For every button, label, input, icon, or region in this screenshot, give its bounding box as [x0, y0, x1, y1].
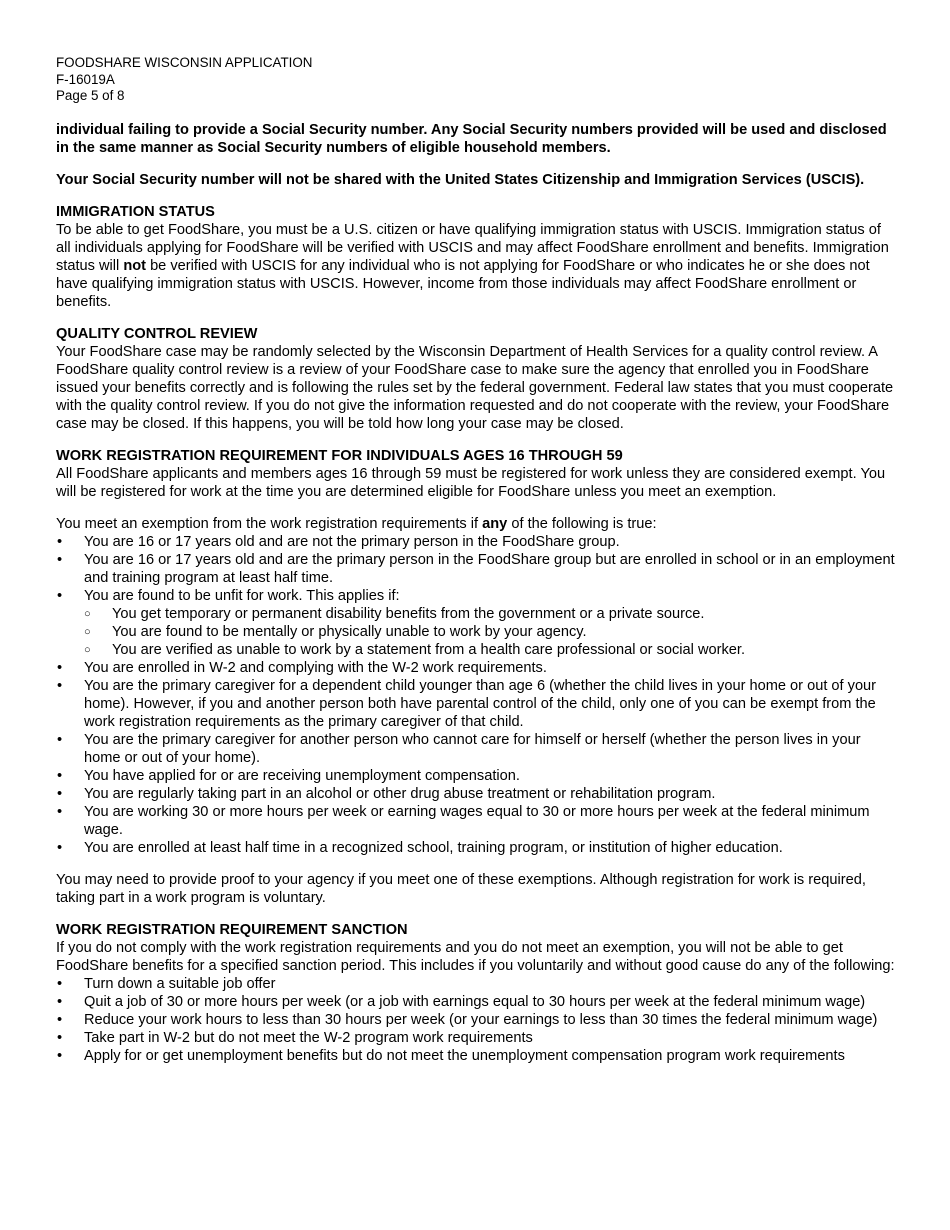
- list-item: • You are 16 or 17 years old and are not the primary person in the FoodShare group.: [56, 533, 896, 551]
- list-item: • Take part in W-2 but do not meet the W-2 program work requirements: [56, 1029, 896, 1047]
- list-item: • You are 16 or 17 years old and are the primary person in the FoodShare group but are enrolled in school or in an employment and training program at least half time.: [56, 551, 896, 587]
- document-body: [56, 121, 896, 1065]
- list-item: • Reduce your work hours to less than 30 hours per week (or your earnings to less than 30 times the federal minimum wage): [56, 1011, 896, 1029]
- quality-control-paragraph: Your FoodShare case may be randomly selected by the Wisconsin Department of Health Services for a quality control review. A FoodShare quality control review is a review of your FoodShare case to make sure the agency that enrolled you in FoodShare issued your benefits correctly and is following the rules set by the federal government. Federal law states that you must cooperate with the quality control review. If you do not give the information requested and do not cooperate with the review, your FoodShare case may be closed. If this happens, you will be told how long your case may be closed.: [56, 344, 894, 432]
- sub-list-item: ○ You are found to be mentally or physically unable to work by your agency.: [84, 623, 896, 641]
- proof-paragraph: You may need to provide proof to your agency if you meet one of these exemptions. Although registration for work is required, taking part in a work program is voluntary.: [56, 872, 866, 906]
- list-item: • You are enrolled in W-2 and complying with the W-2 work requirements.: [56, 659, 896, 677]
- form-header: [56, 55, 312, 105]
- list-item: • You are the primary caregiver for another person who cannot care for himself or herself (whether the person lives in your home or out of your home).: [56, 731, 896, 767]
- list-item: • Quit a job of 30 or more hours per week (or a job with earnings equal to 30 hours per week at the federal minimum wage): [56, 993, 896, 1011]
- exemption-list: [56, 533, 896, 857]
- immigration-heading: IMMIGRATION STATUS: [56, 204, 215, 220]
- ssn-disclosure-paragraph: individual failing to provide a Social Security number. Any Social Security numbers provided will be used and disclosed in the same manner as Social Security numbers of eligible household members.: [56, 122, 887, 156]
- form-title: FOODSHARE WISCONSIN APPLICATION: [56, 55, 313, 70]
- unfit-sublist: [84, 605, 896, 659]
- sanction-list: [56, 975, 896, 1065]
- work-registration-paragraph: All FoodShare applicants and members ages 16 through 59 must be registered for work unless they are considered exempt. You will be registered for work at the time you are determined eligible for FoodShare unless you meet an exemption.: [56, 466, 886, 500]
- sub-list-item: ○ You are verified as unable to work by a statement from a health care professional or social worker.: [84, 641, 896, 659]
- list-item: • You are found to be unfit for work. This applies if: ○ You get temporary or permanent disability benefits from the government or a private source. ○ You are found to be mentally or physically unable to work by your agency. ○ You are verified as unable to work by a statement from a health care professional or social worker.: [56, 587, 896, 659]
- list-item: • You are enrolled at least half time in a recognized school, training program, or institution of higher education.: [56, 839, 896, 857]
- list-item: • You are working 30 or more hours per week or earning wages equal to 30 or more hours per week at the federal minimum wage.: [56, 803, 896, 839]
- immigration-paragraph: To be able to get FoodShare, you must be a U.S. citizen or have qualifying immigration status with USCIS. Immigration status of all individuals applying for FoodShare will be verified with USCIS and may affect FoodShare enrollment and benefits. Immigration status will not be verified with USCIS for any individual who is not applying for FoodShare or who indicates he or she does not have qualifying immigration status with USCIS. However, income from those individuals may affect FoodShare enrollment or benefits.: [56, 222, 889, 310]
- exemption-intro: You meet an exemption from the work registration requirements if any of the following is true:: [56, 516, 657, 532]
- form-number: F-16019A: [56, 71, 115, 87]
- list-item: • You have applied for or are receiving unemployment compensation.: [56, 767, 896, 785]
- list-item: • You are the primary caregiver for a dependent child younger than age 6 (whether the child lives in your home or out of your home). However, if you and another person both have parental control of the child, only one of you can be exempt from the work registration requirements as the primary caregiver of that child.: [56, 677, 896, 731]
- list-item: • Turn down a suitable job offer: [56, 975, 896, 993]
- ssn-uscis-paragraph: Your Social Security number will not be shared with the United States Citizenship and Immigration Services (USCIS).: [56, 172, 865, 188]
- list-item: • Apply for or get unemployment benefits but do not meet the unemployment compensation program work requirements: [56, 1047, 896, 1065]
- sanction-heading: WORK REGISTRATION REQUIREMENT SANCTION: [56, 922, 408, 938]
- quality-control-heading: QUALITY CONTROL REVIEW: [56, 326, 258, 342]
- sanction-paragraph: If you do not comply with the work registration requirements and you do not meet an exemption, you will not be able to get FoodShare benefits for a specified sanction period. This includes if you voluntarily and without good cause do any of the following:: [56, 940, 895, 974]
- work-registration-heading: WORK REGISTRATION REQUIREMENT FOR INDIVIDUALS AGES 16 THROUGH 59: [56, 448, 623, 464]
- page-number: Page 5 of 8: [56, 88, 125, 103]
- sub-list-item: ○ You get temporary or permanent disability benefits from the government or a private source.: [84, 605, 896, 623]
- list-item: • You are regularly taking part in an alcohol or other drug abuse treatment or rehabilitation program.: [56, 785, 896, 803]
